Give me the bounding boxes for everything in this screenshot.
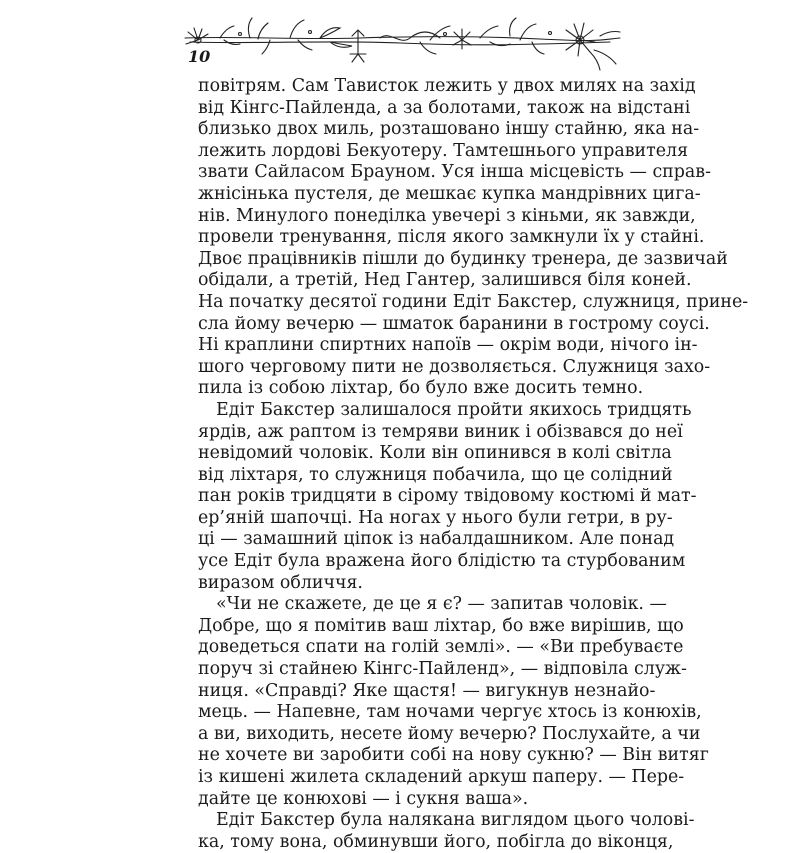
text-line: Едіт Бакстер була налякана виглядом цього чолові- [216,810,695,831]
paragraph [198,399,697,594]
text-line: ці — замашний ціпок із набалдашником. Але понад [198,529,675,550]
text-line: пан років тридцяти в сірому твідовому костюмі й мат- [198,486,697,507]
text-line: із кишені жилета складений аркуш паперу. — Пере- [198,767,685,787]
text-line: Добре, що я помітив ваш ліхтар, бо вже вирішив, що [198,615,684,636]
text-line: ярдів, аж раптом із темряви виник і обізвався до неї [198,421,683,442]
text-line: Двоє працівників пішли до будинку тренера, де зазвичай [198,248,728,269]
text-line: ка, тому вона, обминувши його, побігла до віконця, [198,831,674,852]
text-line: від ліхтаря, то служниця побачила, що це солідний [198,464,673,485]
text-line: «Чи не скажете, де це я є? — запитав чоловік. — [216,594,667,615]
text-line: від Кінгс-Пайленда, а за болотами, також на відстані [198,97,691,118]
text-line: Едіт Бакстер залишалося пройти якихось тридцять [216,399,692,420]
text-line: пила із собою ліхтар, бо було вже досить темно. [198,378,644,399]
text-line: звати Сайласом Брауном. Уся інша місцевість — справ- [198,162,711,183]
paragraph [198,810,695,853]
text-line: Ні краплини спиртних напоїв — окрім води, нічого ін- [198,335,698,356]
text-line: нів. Минулого понеділка увечері з кіньми, як завжди, [198,205,696,226]
text-line: близько двох миль, розташовано іншу стайню, яка на- [198,119,700,140]
text-line: лежить лордові Бекуотеру. Тамтешнього управителя [198,140,689,161]
text-line: ер’яній шапочці. На ногах у нього були гетри, в ру- [198,507,673,528]
page-number: 10 [188,47,211,66]
text-line: провели тренування, після якого замкнули їх у стайні. [198,227,705,248]
paragraph [198,594,709,810]
text-line: повітрям. Сам Тависток лежить у двох милях на захід [198,76,696,96]
botanical-garland-icon [180,10,640,72]
text-line: шого черговому пити не дозволяється. Служниця захо- [198,356,711,377]
text-line: невідомий чоловік. Коли він опинився в колі світла [198,443,672,464]
text-line: дайте це конюхові — і сукня ваша». [198,788,529,809]
text-line: жнісінька пустеля, де мешкає купка мандрівних цига- [198,183,701,204]
text-line: виразом обличчя. [198,572,363,593]
text-line: мець. — Напевне, там ночами чергує хтось із конюхів, [198,702,702,723]
text-line: сла йому вечерю — шматок баранини в гострому соусі. [198,313,710,334]
paragraph [198,76,749,400]
body-text [198,76,749,853]
text-line: обідали, а третій, Нед Гантер, залишився біля коней. [198,270,692,291]
text-line: не хочете ви заробити собі на нову сукню? — Він витяг [198,745,709,766]
text-line: усе Едіт була вражена його блідістю та стурбованим [198,551,686,572]
text-line: На початку десятої години Едіт Бакстер, служниця, прине- [198,291,749,312]
text-line: ниця. «Справді? Яке щастя! — вигукнув незнайо- [198,680,656,701]
text-line: доведеться спати на голій землі». — «Ви пребуваєте [198,637,684,658]
text-line: поруч зі стайнею Кінгс-Пайленд», — відповіла служ- [198,659,687,680]
text-line: а ви, виходить, несете йому вечерю? Послухайте, а чи [198,723,701,744]
